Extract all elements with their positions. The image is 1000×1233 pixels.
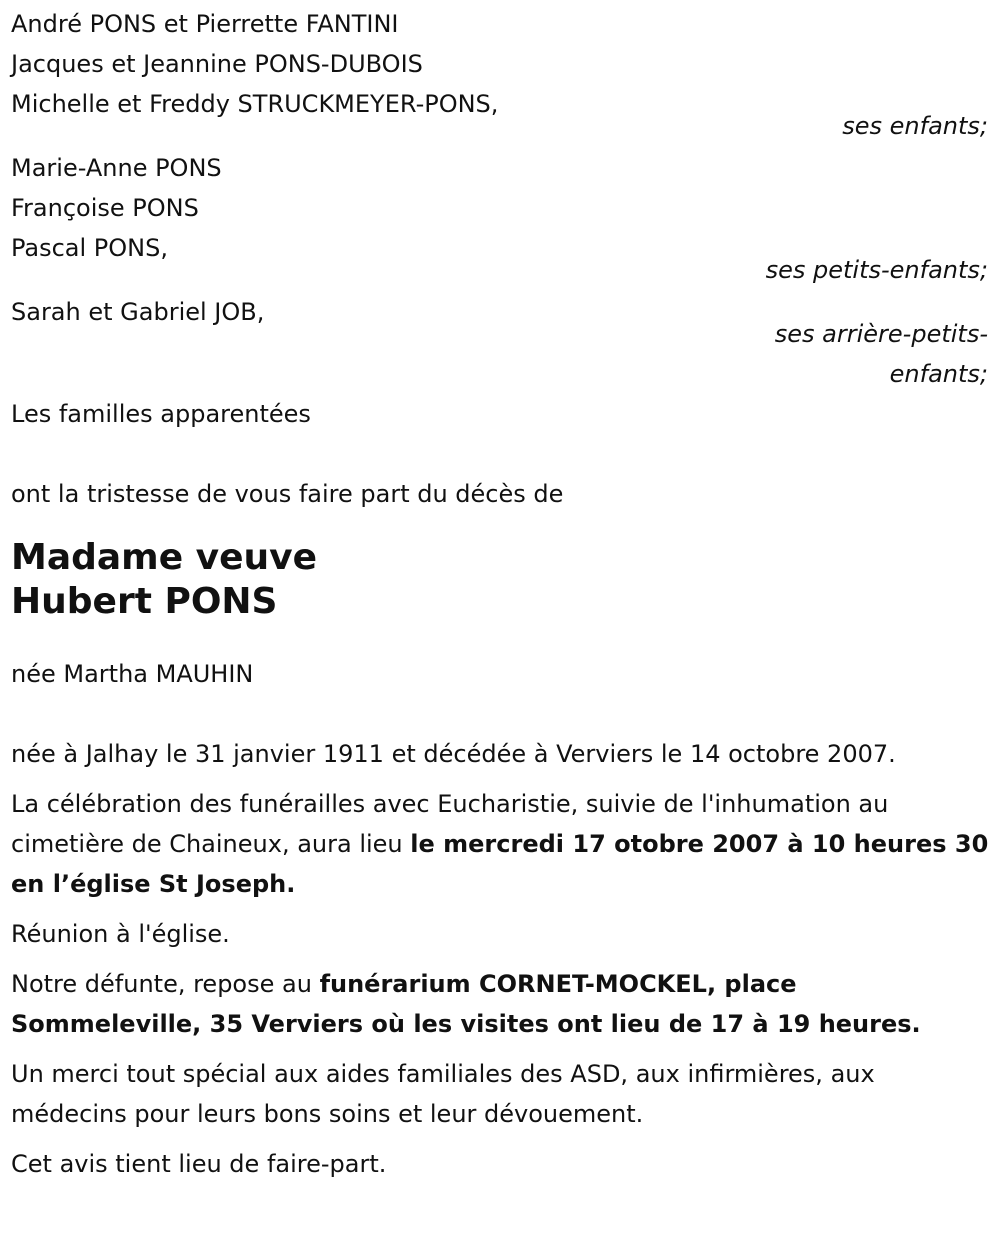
grandchild-name: Françoise PONS xyxy=(11,194,199,222)
children-role: ses enfants; xyxy=(842,112,988,140)
child-name: André PONS et Pierrette FANTINI xyxy=(11,10,399,38)
closing-text: Cet avis tient lieu de faire-part. xyxy=(11,1150,387,1178)
children-block xyxy=(11,4,990,146)
ceremony-paragraph xyxy=(11,784,990,904)
great-grandchild-name: Sarah et Gabriel JOB, xyxy=(11,298,265,326)
grandchild-name: Marie-Anne PONS xyxy=(11,154,222,182)
repose-text: Notre défunte, repose au xyxy=(11,970,320,998)
reunion-text: Réunion à l'église. xyxy=(11,920,230,948)
repose-paragraph xyxy=(11,964,990,1044)
child-name: Jacques et Jeannine PONS-DUBOIS xyxy=(11,50,423,78)
great-grandchildren-role-line2: enfants; xyxy=(889,360,988,388)
deceased-title xyxy=(11,536,990,624)
repose-details: funérarium CORNET-MOCKEL, place Sommeleville, 35 Verviers où les visites ont lieu de 17 à 19 heures. xyxy=(11,970,921,1038)
grandchild-name: Pascal PONS, xyxy=(11,234,168,262)
child-name: Michelle et Freddy STRUCKMEYER-PONS, xyxy=(11,90,499,118)
deceased-title-line1: Madame veuve xyxy=(11,537,318,578)
grandchildren-role: ses petits-enfants; xyxy=(765,256,988,284)
birth-death-text: née à Jalhay le 31 janvier 1911 et décédée à Verviers le 14 octobre 2007. xyxy=(11,740,896,768)
deceased-title-line2: Hubert PONS xyxy=(11,581,278,622)
announcement-text: ont la tristesse de vous faire part du décès de xyxy=(11,480,564,508)
ceremony-text: La célébration des funérailles avec Eucharistie, suivie de l'inhumation au cimetière de Chaineux, aura lieu xyxy=(11,790,889,858)
ceremony-details: le mercredi 17 otobre 2007 à 10 heures 30 en l’église St Joseph. xyxy=(11,830,989,898)
related-families: Les familles apparentées xyxy=(11,400,311,428)
great-grandchildren-role-line1: ses arrière-petits- xyxy=(774,320,988,348)
thanks-text: Un merci tout spécial aux aides familiales des ASD, aux infirmières, aux médecins pour leurs bons soins et leur dévouement. xyxy=(11,1060,875,1128)
grandchildren-block xyxy=(11,148,990,290)
maiden-name: née Martha MAUHIN xyxy=(11,660,254,688)
great-grandchildren-block xyxy=(11,292,990,394)
